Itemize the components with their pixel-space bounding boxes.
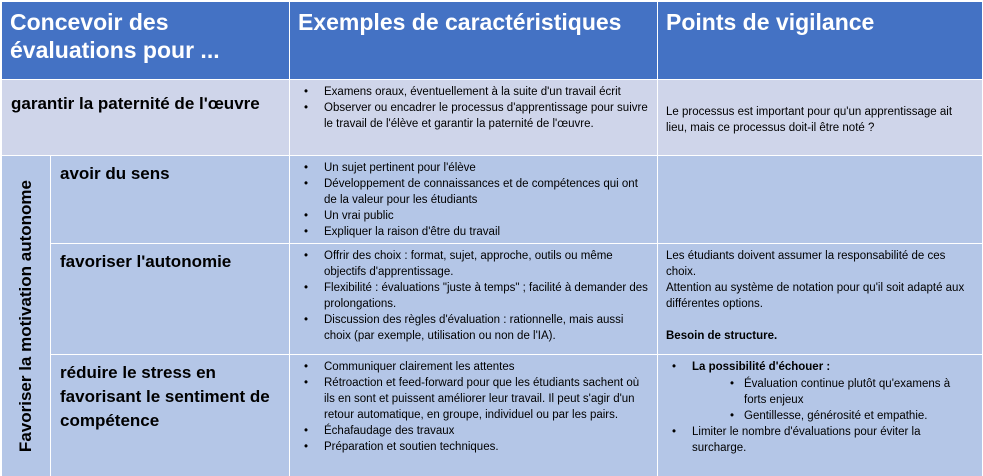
header-concevoir: Concevoir des évaluations pour ...: [2, 2, 289, 79]
row-examples-autonomie: [290, 244, 657, 354]
vigilance-text: Les étudiants doivent assumer la responsabilité de ces choix.: [666, 250, 946, 278]
example-item: • Préparation et soutien techniques.: [298, 439, 649, 455]
example-item: • Rétroaction et feed-forward pour que les étudiants sachent où ils en sont et puissent améliorer leur travail. Il peut s'agir d'un retour automatique, en groupe, individuel ou par les pairs.: [298, 375, 649, 423]
vigilance-item: [666, 359, 974, 424]
example-item: • Développement de connaissances et de compétences qui ont de la valeur pour les étudiants: [298, 176, 649, 208]
example-item: • Observer ou encadrer le processus d'apprentissage pour suivre le travail de l'élève et garantir la paternité de l'œuvre.: [298, 100, 649, 132]
group-label-motivation: [2, 156, 50, 476]
row-title-stress: réduire le stress en favorisant le sentiment de compétence: [51, 355, 289, 476]
example-item: • Échafaudage des travaux: [298, 423, 649, 439]
row-vigilance-paternite: Le processus est important pour qu'un apprentissage ait lieu, mais ce processus doit-il être noté ?: [658, 80, 982, 155]
vigilance-subitem: • Évaluation continue plutôt qu'examens à forts enjeux: [692, 376, 974, 408]
example-item: • Expliquer la raison d'être du travail: [298, 224, 649, 240]
vigilance-text: Attention au système de notation pour qu'il soit adapté aux différentes options.: [666, 282, 965, 310]
example-item: • Un sujet pertinent pour l'élève: [298, 160, 649, 176]
row-vigilance-autonomie: [658, 244, 982, 354]
row-examples-stress: [290, 355, 657, 476]
header-exemples: Exemples de caractéristiques: [290, 2, 657, 79]
example-item: • Examens oraux, éventuellement à la suite d'un travail écrit: [298, 84, 649, 100]
row-vigilance-stress: [658, 355, 982, 476]
header-vigilance: Points de vigilance: [658, 2, 982, 79]
row-examples-paternite: [290, 80, 657, 155]
example-item: • Communiquer clairement les attentes: [298, 359, 649, 375]
vigilance-subitem: • Gentillesse, générosité et empathie.: [692, 408, 974, 424]
example-item: • Discussion des règles d'évaluation : rationnelle, mais aussi choix (par exemple, utilisation ou non de l'IA).: [298, 312, 649, 344]
row-vigilance-sens: [658, 156, 982, 243]
example-item: • Offrir des choix : format, sujet, approche, outils ou même objectifs d'apprentissage.: [298, 248, 649, 280]
row-examples-sens: [290, 156, 657, 243]
example-item: • Un vrai public: [298, 208, 649, 224]
row-title-paternite: garantir la paternité de l'œuvre: [2, 80, 289, 155]
vigilance-item: • Limiter le nombre d'évaluations pour éviter la surcharge.: [666, 424, 974, 456]
row-title-sens: avoir du sens: [51, 156, 289, 243]
group-label-text: Favoriser la motivation autonome: [16, 179, 35, 453]
vigilance-heading: La possibilité d'échouer :: [692, 361, 831, 373]
row-title-autonomie: favoriser l'autonomie: [51, 244, 289, 354]
example-item: • Flexibilité : évaluations "juste à temps" ; facilité à demander des prolongations.: [298, 280, 649, 312]
evaluation-table: [2, 2, 979, 472]
vigilance-bold-text: Besoin de structure.: [666, 330, 778, 342]
